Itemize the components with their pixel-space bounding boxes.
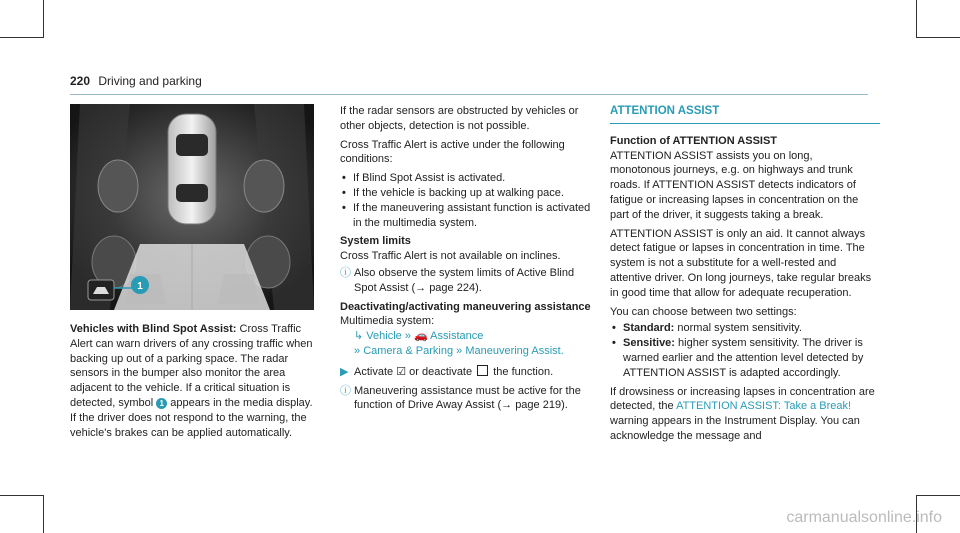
unchecked-box-icon xyxy=(477,365,488,376)
checked-box-icon: ☑ xyxy=(396,365,407,378)
symbol-1-icon: 1 xyxy=(156,398,167,409)
aid-paragraph: ATTENTION ASSIST is only an aid. It cannot always detect fatigue or lapses in concentration in time. The system is not a substitute for a well-rested and attentive driver. On long journeys, take regular breaks in good time that allow for adequate recuperation. xyxy=(610,227,872,299)
crop-mark xyxy=(916,37,960,38)
figure-callout-label: 1 xyxy=(137,281,143,292)
list-item: • Standard: normal system sensitivity. xyxy=(610,321,875,336)
list-item: • If Blind Spot Assist is activated. xyxy=(340,171,595,186)
function-paragraph: ATTENTION ASSIST assists you on long, monotonous journeys, e.g. on highways and trunk roads. If ATTENTION ASSIST detects indicators of fatigue or increasing lapses in concentration on the part of the driver, it suggests taking a break. xyxy=(610,149,859,221)
section-rule xyxy=(610,123,880,124)
list-item: • If the vehicle is backing up at walking pace. xyxy=(340,186,595,201)
middle-column xyxy=(340,104,595,417)
watermark-text: carmanualsonline.info xyxy=(786,509,942,526)
settings-list xyxy=(610,321,875,380)
display-message: ATTENTION ASSIST: Take a Break! xyxy=(676,400,852,413)
menu-maneuvering-assist: Maneuvering Assist. xyxy=(465,344,564,357)
activate-instruction: ▶ Activate ☑ or deactivate the function. xyxy=(340,365,554,378)
conditions-intro: Cross Traffic Alert is active under the following conditions: xyxy=(340,138,565,166)
parking-camera-figure xyxy=(70,104,314,310)
right-column xyxy=(610,104,875,448)
list-item: • Sensitive: higher system sensitivity. The driver is warned earlier and the attention level detected by ATTENTION ASSIST is adapted accordingly. xyxy=(610,336,875,380)
action-arrow-icon: ▶ xyxy=(340,365,349,378)
menu-path-line-1 xyxy=(340,329,595,344)
crop-mark xyxy=(916,495,960,496)
page-header xyxy=(70,74,202,88)
crop-mark xyxy=(0,37,44,38)
crop-mark xyxy=(43,495,44,533)
crop-mark xyxy=(916,0,917,38)
info-icon: ⓘ xyxy=(340,266,351,279)
chevron-right-icon: » xyxy=(354,344,361,357)
page-number: 220 xyxy=(70,74,91,88)
settings-intro: You can choose between two settings: xyxy=(610,305,797,318)
note-blind-spot: ⓘ Also observe the system limits of Active Blind Spot Assist (→ page 224). xyxy=(340,266,575,294)
return-arrow-icon: ↳ xyxy=(354,330,364,343)
chapter-title: Driving and parking xyxy=(98,74,202,88)
note-maneuvering: ⓘ Maneuvering assistance must be active for the function of Drive Away Assist (→ page 219). xyxy=(340,384,581,412)
chevron-right-icon: » xyxy=(456,344,463,357)
system-limits-text: Cross Traffic Alert is not available on inclines. xyxy=(340,250,561,263)
chevron-right-icon: » xyxy=(404,330,411,343)
left-column xyxy=(70,322,316,444)
menu-path-line-2 xyxy=(340,344,595,359)
conditions-list xyxy=(340,171,595,230)
menu-vehicle: Vehicle xyxy=(366,330,402,343)
menu-label: Multimedia system: xyxy=(340,315,435,328)
menu-camera-parking: Camera & Parking xyxy=(363,344,454,357)
deactivating-heading: Deactivating/activating maneuvering assistance xyxy=(340,300,591,313)
crop-mark xyxy=(43,0,44,38)
parking-scene-illustration xyxy=(70,104,314,310)
crop-mark xyxy=(0,495,44,496)
drowsiness-paragraph: If drowsiness or increasing lapses in concentration are detected, the ATTENTION ASSIST: Take a Break! warning appears in the Instrument Display. You can acknowledge the message and xyxy=(610,385,875,442)
info-icon: ⓘ xyxy=(340,384,351,397)
function-heading: Function of ATTENTION ASSIST xyxy=(610,134,778,147)
list-item: • If the maneuvering assistant function is activated in the multimedia system. xyxy=(340,201,595,231)
header-rule xyxy=(70,94,868,95)
menu-assistance: Assistance xyxy=(430,330,484,343)
cross-traffic-paragraph: Vehicles with Blind Spot Assist: Cross Traffic Alert can warn drivers of any crossing traffic when backing up out of a parking space. The radar sensors in the bumper also monitor the area adjacent to the vehicle. If a critical situation is detected, symbol 1 appears in the media display. If the driver does not respond to the warning, the vehicle's brakes can be applied automatically. xyxy=(70,323,313,439)
section-title: ATTENTION ASSIST xyxy=(610,105,720,117)
car-assistance-icon: 🚗 xyxy=(414,330,428,343)
system-limits-heading: System limits xyxy=(340,235,411,248)
obstruction-paragraph: If the radar sensors are obstructed by vehicles or other objects, detection is not possible. xyxy=(340,105,579,132)
